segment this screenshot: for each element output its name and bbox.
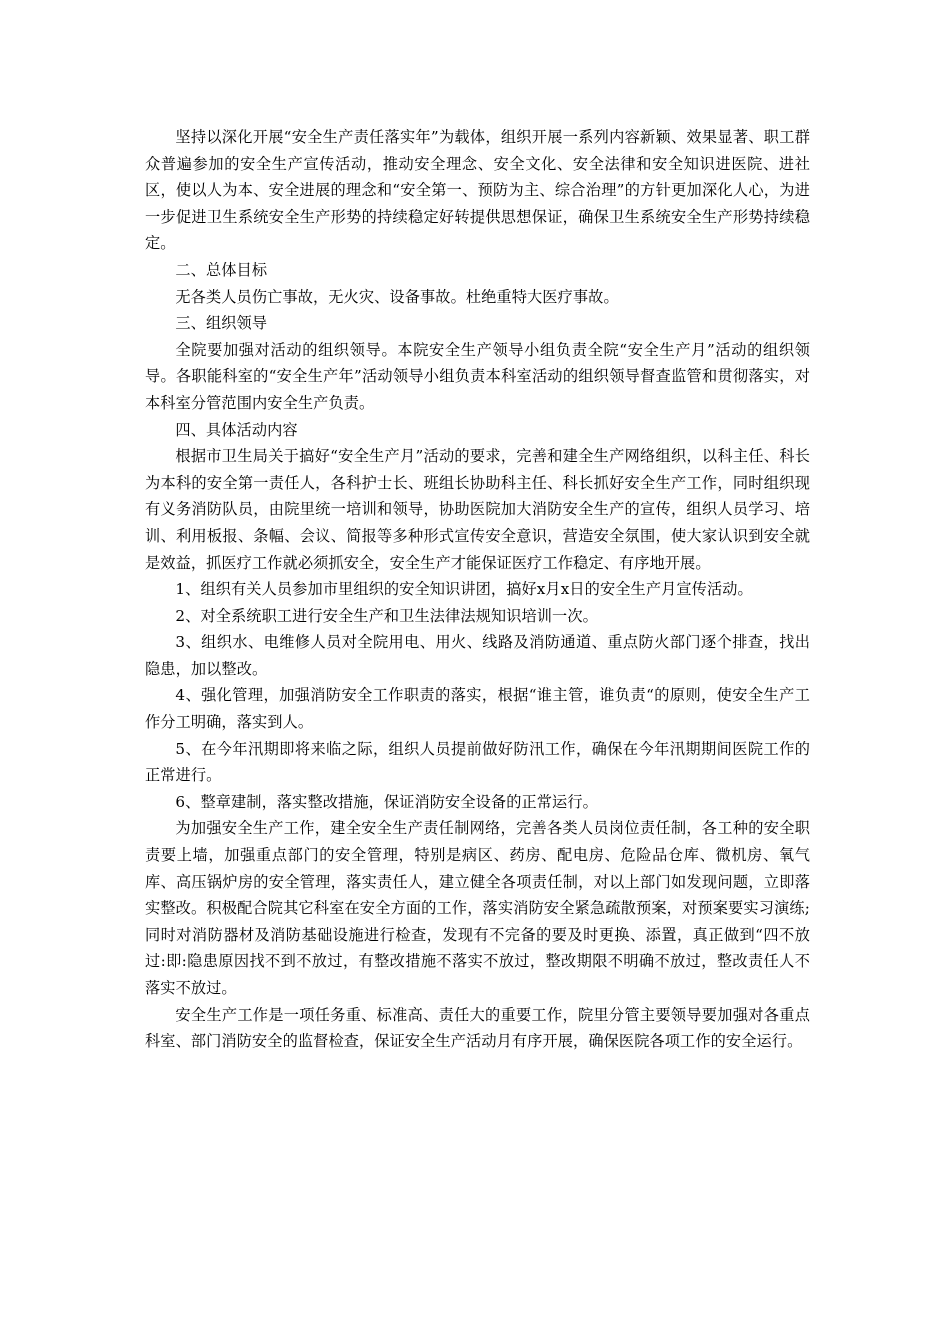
leadership-paragraph: 全院要加强对活动的组织领导。本院安全生产领导小组负责全院“安全生产月”活动的组织领导。各职能科室的“安全生产年”活动领导小组负责本科室活动的组织领导督查监管和贯彻落实，对本科室分管范围内安全生产负责。 [145,340,810,412]
closing-paragraph: 安全生产工作是一项任务重、标准高、责任大的重要工作，院里分管主要领导要加强对各重点科室、部门消防安全的监督检查，保证安全生产活动月有序开展，确保医院各项工作的安全运行。 [145,1005,810,1051]
responsibility-paragraph: 为加强安全生产工作，建全安全生产责任制网络，完善各类人员岗位责任制，各工种的安全职责要上墙，加强重点部门的安全管理，特别是病区、药房、配电房、危险品仓库、微机房、氧气库、高压锅炉房的安全管理，落实责任人，建立健全各项责任制，对以上部门如发现问题，立即落实整改。积极配合院其它科室在安全方面的工作，落实消防安全紧急疏散预案，对预案要实习演练;同时对消防器材及消防基础设施进行检查，发现有不完备的要及时更换、添置，真正做到“四不放过:即:隐患原因找不到不放过，有整改措施不落实不放过，整改期限不明确不放过，整改责任人不落实不放过。 [145,819,810,997]
section-heading-activities: 四、具体活动内容 [175,420,298,439]
list-item-1: 1、组织有关人员参加市里组织的安全知识讲团，搞好x月x日的安全生产月宣传活动。 [175,580,753,599]
section-heading-leadership: 三、组织领导 [175,314,268,333]
list-item-4: 4、强化管理，加强消防安全工作职责的落实，根据“谁主管，谁负责“的原则，使安全生产工作分工明确，落实到人。 [145,686,810,732]
intro-paragraph: 坚持以深化开展“安全生产责任落实年”为载体，组织开展一系列内容新颖、效果显著、职工群众普遍参加的安全生产宣传活动，推动安全理念、安全文化、安全法律和安全知识进医院、进社区，使以人为本、安全进展的理念和“安全第一、预防为主、综合治理”的方针更加深化人心，为进一步促进卫生系统安全生产形势的持续稳定好转提供思想保证，确保卫生系统安全生产形势持续稳定。 [145,128,810,253]
section-heading-goals: 二、总体目标 [175,260,268,279]
document-body [145,124,810,1055]
list-item-5: 5、在今年汛期即将来临之际，组织人员提前做好防汛工作，确保在今年汛期期间医院工作的正常进行。 [145,739,810,785]
goals-paragraph: 无各类人员伤亡事故，无火灾、设备事故。杜绝重特大医疗事故。 [175,287,619,306]
activities-paragraph: 根据市卫生局关于搞好“安全生产月”活动的要求，完善和建全生产网络组织，以科主任、科长为本科的安全第一责任人，各科护士长、班组长协助科主任、科长抓好安全生产工作，同时组织现有义务消防队员，由院里统一培训和领导，协助医院加大消防安全生产的宣传，组织人员学习、培训、利用板报、条幅、会议、简报等多种形式宣传安全意识，营造安全氛围，使大家认识到安全就是效益，抓医疗工作就必须抓安全，安全生产才能保证医疗工作稳定、有序地开展。 [145,447,810,572]
list-item-2: 2、对全系统职工进行安全生产和卫生法律法规知识培训一次。 [175,606,598,625]
list-item-6: 6、整章建制，落实整改措施，保证消防安全设备的正常运行。 [175,792,598,811]
list-item-3: 3、组织水、电维修人员对全院用电、用火、线路及消防通道、重点防火部门逐个排查，找出隐患，加以整改。 [145,633,810,678]
